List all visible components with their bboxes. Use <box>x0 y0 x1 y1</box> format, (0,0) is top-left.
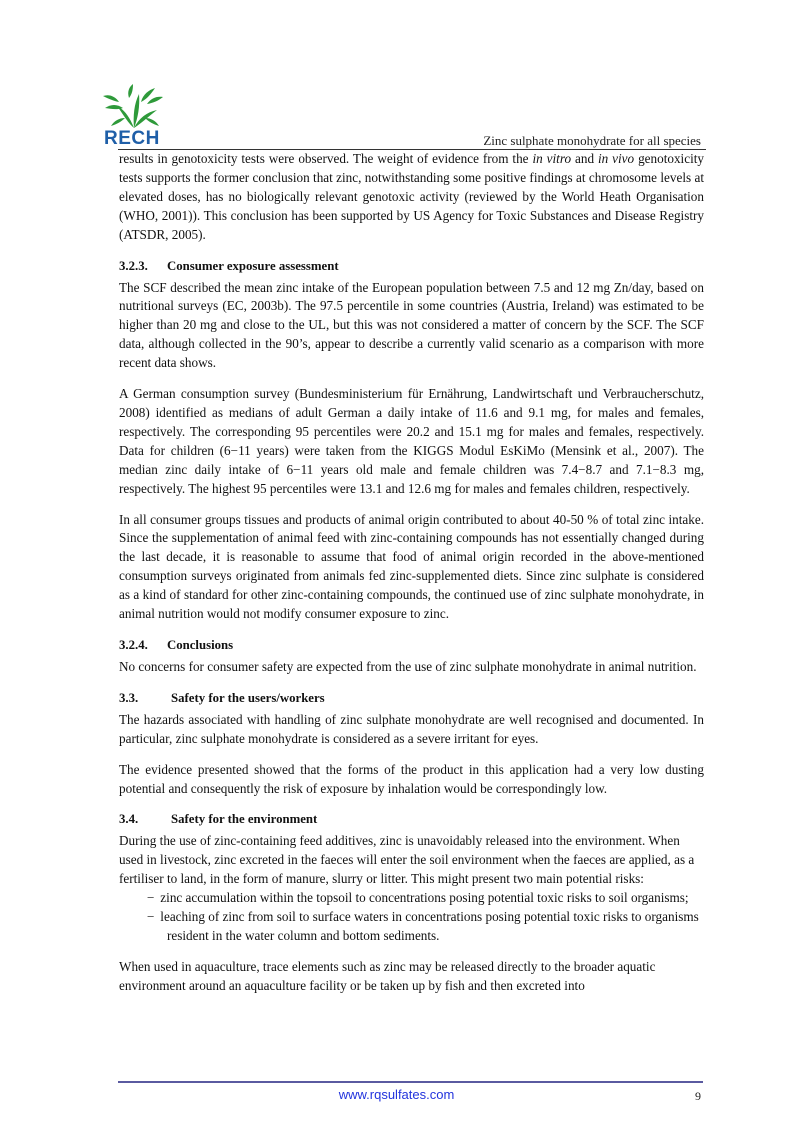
paragraph-scf-intake: The SCF described the mean zinc intake of the European population between 7.5 and 12 mg Zn/day, based on nutritional surveys (EC, 2003b). The 97.5 percentile in some countries (Austria, Ireland) was estimated to be higher than 20 mg and close to the UL, but this was not considered a matter of concern by the SCF. The SCF data, although collected in the 90’s, appear to describe a currently valid scenario as a comparison with more recent data shows. <box>119 279 704 371</box>
paragraph-dusting-potential: The evidence presented showed that the forms of the product in this application had a very low dusting potential and consequently the risk of exposure by inhalation would be correspondingly low. <box>119 761 704 796</box>
paragraph-animal-origin: In all consumer groups tissues and products of animal origin contributed to about 40-50 % of total zinc intake. Since the supplementation of animal feed with zinc-containing compounds has not essentially changed during the last decade, it is reasonable to assume that food of animal origin recorded in the above-mentioned consumption surveys originated from animals fed zinc-supplemented diets. Since zinc sulphate is considered as a kind of standard for other zinc-containing compounds, the continued use of zinc sulphate monohydrate, in animal nutrition would not modify consumer exposure to zinc. <box>119 511 704 622</box>
dash-bullet-icon: − <box>147 909 155 925</box>
header-document-title: Zinc sulphate monohydrate for all species <box>483 133 701 148</box>
risk-list <box>119 889 704 946</box>
paragraph-user-hazards: The hazards associated with handling of zinc sulphate monohydrate are well recognised and documented. In particular, zinc sulphate monohydrate is considered as a severe irritant for eyes. <box>119 711 704 746</box>
section-heading-3-4: 3.4. Safety for the environment <box>119 812 318 827</box>
dash-bullet-icon: − <box>147 890 155 906</box>
paragraph-genotoxicity-conclusion: results in genotoxicity tests were observed. The weight of evidence from the in vitro and in vivo genotoxicity tests supports the former conclusion that zinc, notwithstanding some positive findings at chromosome levels at elevated doses, has no biologically relevant genotoxic activity (reviewed by the World Heath Organisation (WHO, 2001)). This conclusion has been supported by US Agency for Toxic Substances and Disease Registry (ATSDR, 2005). <box>119 151 704 242</box>
paragraph-environment-release: During the use of zinc-containing feed additives, zinc is unavoidably released into the environment. When used in livestock, zinc excreted in the faeces will enter the soil environment when the faeces are applied, as a fertiliser to land, in the form of manure, slurry or litter. This might present two main potential risks: <box>119 833 695 887</box>
section-heading-3-2-4: 3.2.4. Conclusions <box>119 637 234 652</box>
footer-divider <box>118 1081 703 1083</box>
paragraph-conclusions: No concerns for consumer safety are expected from the use of zinc sulphate monohydrate in animal nutrition. <box>119 658 697 674</box>
list-item: − zinc accumulation within the topsoil to concentrations posing potential toxic risks to soil organisms; <box>119 889 704 908</box>
page-body <box>119 150 704 996</box>
section-heading-3-3: 3.3. Safety for the users/workers <box>119 690 325 705</box>
paragraph-german-survey: A German consumption survey (Bundesministerium für Ernährung, Landwirtschaft und Verbraucherschutz, 2008) identified as medians of adult German a daily intake of 11.6 and 9.1 mg, for males and females, respectively. The corresponding 95 percentiles were 20.2 and 15.1 mg for males and females, respectively. Data for children (6−11 years) were taken from the KIGGS Modul EsKiMo (Mensink et al., 2007). The median zinc daily intake of 6−11 years old male and female children was 7.4−8.7 and 7.1−8.3 mg, respectively. The highest 95 percentiles were 13.1 and 12.6 mg for males and females children, respectively. <box>119 386 704 496</box>
logo-wordmark: RECH <box>104 128 160 149</box>
list-item: − leaching of zinc from soil to surface waters in concentrations posing potential toxic risks to organisms resident in the water column and bottom sediments. <box>147 909 699 943</box>
page-number: 9 <box>695 1089 701 1103</box>
section-heading-3-2-3: 3.2.3. Consumer exposure assessment <box>119 258 339 273</box>
paragraph-aquaculture: When used in aquaculture, trace elements such as zinc may be released directly to the broader aquatic environment around an aquaculture facility or be taken up by fish and then excreted into <box>119 958 656 993</box>
footer-website-link[interactable]: www.rqsulfates.com <box>338 1087 455 1102</box>
